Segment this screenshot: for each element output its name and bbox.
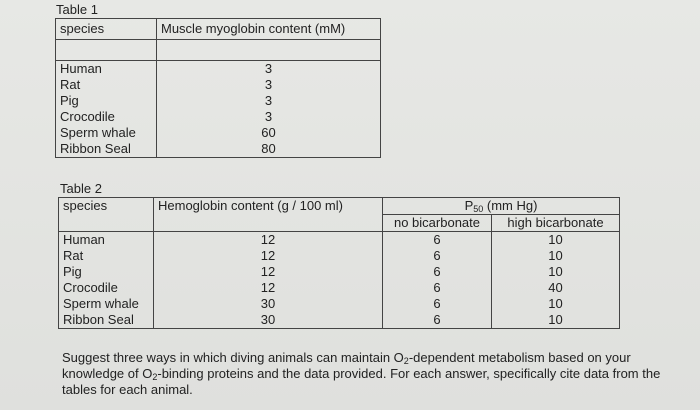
table-row: [56, 125, 381, 141]
hemoglobin-cell: 12: [154, 232, 383, 249]
species-cell: Pig: [59, 264, 154, 280]
species-cell: Ribbon Seal: [59, 312, 154, 329]
hemoglobin-cell: 12: [154, 264, 383, 280]
table2-caption: Table 2: [60, 181, 102, 196]
table-row: [56, 109, 381, 125]
subheader-high-bicarbonate: high bicarbonate: [492, 215, 620, 232]
species-cell: Rat: [59, 248, 154, 264]
p50-high-bicarb-cell: 40: [492, 280, 620, 296]
table-row: [59, 248, 620, 264]
hemoglobin-cell: 30: [154, 312, 383, 329]
p50-no-bicarb-cell: 6: [383, 296, 492, 312]
table1-header-species: species: [56, 19, 157, 40]
p50-high-bicarb-cell: 10: [492, 248, 620, 264]
p50-high-bicarb-cell: 10: [492, 264, 620, 280]
species-cell: Crocodile: [56, 109, 157, 125]
subheader-no-bicarbonate: no bicarbonate: [383, 215, 492, 232]
p50-no-bicarb-cell: 6: [383, 312, 492, 329]
table-row: [56, 93, 381, 109]
table1-header-row: [56, 19, 381, 40]
table1-spacer-row: [56, 40, 381, 61]
species-cell: Human: [59, 232, 154, 249]
table1-caption: Table 1: [56, 2, 98, 17]
table2-header-row: [59, 198, 620, 215]
table-row: [56, 61, 381, 78]
table1: [55, 18, 381, 158]
table-row: [56, 141, 381, 158]
p50-high-bicarb-cell: 10: [492, 296, 620, 312]
table-row: [59, 280, 620, 296]
p50-high-bicarb-cell: 10: [492, 232, 620, 249]
species-cell: Rat: [56, 77, 157, 93]
table-row: [59, 232, 620, 249]
table1-header-myoglobin: Muscle myoglobin content (mM): [157, 19, 381, 40]
species-cell: Ribbon Seal: [56, 141, 157, 158]
p50-high-bicarb-cell: 10: [492, 312, 620, 329]
table-row: [59, 296, 620, 312]
p50-no-bicarb-cell: 6: [383, 280, 492, 296]
p50-header-main: P: [464, 198, 474, 213]
p50-no-bicarb-cell: 6: [383, 248, 492, 264]
table2: [58, 197, 620, 329]
myoglobin-cell: 60: [157, 125, 381, 141]
hemoglobin-cell: 30: [154, 296, 383, 312]
hemoglobin-cell: 12: [154, 280, 383, 296]
p50-no-bicarb-cell: 6: [383, 264, 492, 280]
table-row: [56, 77, 381, 93]
myoglobin-cell: 3: [157, 77, 381, 93]
p50-no-bicarb-cell: 6: [383, 232, 492, 249]
hemoglobin-cell: 12: [154, 248, 383, 264]
p50-header-sub: 50: [473, 204, 484, 214]
species-cell: Human: [56, 61, 157, 78]
species-cell: Pig: [56, 93, 157, 109]
myoglobin-cell: 80: [157, 141, 381, 158]
myoglobin-cell: 3: [157, 93, 381, 109]
myoglobin-cell: 3: [157, 109, 381, 125]
p50-header: [383, 198, 620, 215]
species-cell: Sperm whale: [59, 296, 154, 312]
question-text: Suggest three ways in which diving animals can maintain $O_2$-dependent metabolism based on your knowledge of $O_2$-binding proteins and the data provided. For each answer, specifically cite data from the tables for each animal.: [62, 350, 661, 397]
p50-header-unit: (mm Hg): [483, 198, 538, 213]
table-row: [59, 312, 620, 329]
species-cell: Sperm whale: [56, 125, 157, 141]
table-row: [59, 264, 620, 280]
species-cell: Crocodile: [59, 280, 154, 296]
table2-header-hemoglobin: Hemoglobin content (g / 100 ml): [154, 198, 383, 232]
table2-header-species: species: [59, 198, 154, 232]
myoglobin-cell: 3: [157, 61, 381, 78]
